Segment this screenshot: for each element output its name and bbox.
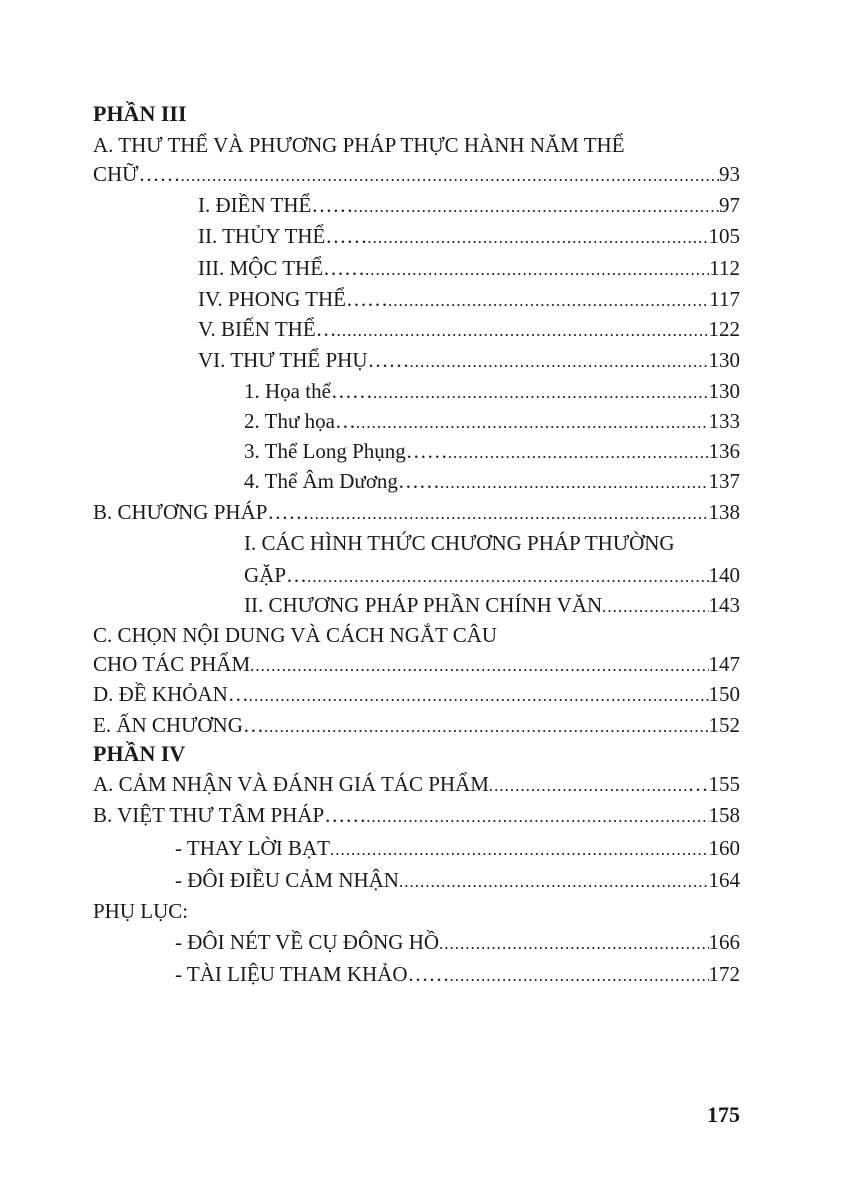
toc-entry-doi-dieu (175, 866, 740, 896)
toc-entry-loi-bat (175, 834, 740, 864)
page-number: 175 (707, 1102, 740, 1127)
toc-entry-am-duong (244, 467, 740, 497)
part3-heading: PHẦN III (93, 101, 187, 126)
toc-entry-noi-dung (93, 650, 740, 680)
toc-entry-thu-hoa (244, 407, 740, 437)
toc-entry-page: 112 (709, 256, 740, 280)
dot-leader (439, 930, 708, 958)
toc-entry-bien-the (198, 315, 740, 345)
toc-entry-title: D. ĐỀ KHỎAN… (93, 682, 249, 706)
part3-a-line1: A. THƯ THỂ VÀ PHƯƠNG PHÁP THỰC HÀNH NĂM THỂ (93, 133, 625, 157)
toc-entry-page: 136 (708, 439, 740, 463)
toc-entry-long-phung (244, 437, 740, 467)
toc-entry-dong-ho (175, 928, 740, 958)
dot-leader (399, 868, 709, 896)
toc-entry-page: 130 (708, 348, 740, 372)
toc-entry-tai-lieu (175, 960, 740, 990)
toc-entry-title: E. ẤN CHƯƠNG… (93, 713, 264, 737)
toc-entry-page: 140 (708, 563, 740, 587)
dot-leader (367, 224, 708, 252)
toc-entry-page: 130 (708, 379, 740, 403)
toc-entry-de-khoan (93, 680, 740, 710)
toc-entry-title: 2. Thư họa… (244, 409, 356, 433)
b-item1-line1: I. CÁC HÌNH THỨC CHƯƠNG PHÁP THƯỜNG (244, 531, 675, 555)
toc-entry-title: - ĐÔI ĐIỀU CẢM NHẬN (175, 868, 399, 892)
toc-entry-title: IV. PHONG THỂ…… (198, 287, 388, 311)
dot-leader (365, 256, 709, 284)
dot-leader (448, 439, 709, 467)
dot-leader (602, 593, 708, 621)
dot-leader (366, 803, 708, 831)
toc-entry-page: 117 (709, 287, 740, 311)
dot-leader (309, 500, 708, 528)
toc-entry-chinh-van (244, 591, 740, 621)
dot-leader (373, 379, 709, 407)
toc-entry-title: CHO TÁC PHẨM (93, 652, 251, 676)
dot-leader (489, 772, 688, 800)
dot-leader (388, 287, 709, 315)
dot-leader (330, 836, 709, 864)
part4-heading: PHẦN IV (93, 741, 186, 766)
toc-entry-page: 133 (708, 409, 740, 433)
toc-entry-page: 166 (708, 930, 740, 954)
toc-entry-title: II. THỦY THỂ…… (198, 224, 368, 248)
toc-entry-cam-nhan (93, 770, 740, 800)
toc-entry-thu-the-phu (198, 346, 740, 376)
toc-entry-dien-the (198, 191, 740, 221)
dot-leader (180, 162, 719, 190)
toc-entry-page: 138 (708, 500, 740, 524)
dot-leader (450, 962, 709, 990)
toc-entry-hinh-thuc (244, 561, 740, 591)
dot-leader (356, 409, 709, 437)
toc-entry-page: 97 (719, 193, 740, 217)
dot-leader (307, 563, 708, 591)
toc-entry-title: A. CẢM NHẬN VÀ ĐÁNH GIÁ TÁC PHẨM (93, 772, 489, 796)
toc-entry-page: 152 (708, 713, 740, 737)
toc-entry-title: B. VIỆT THƯ TÂM PHÁP…… (93, 803, 367, 827)
toc-entry-page: …155 (687, 772, 740, 796)
toc-entry-title: B. CHƯƠNG PHÁP…… (93, 500, 310, 524)
toc-entry-page: 164 (708, 868, 740, 892)
c-line1: C. CHỌN NỘI DUNG VÀ CÁCH NGẮT CÂU (93, 623, 498, 647)
toc-entry-title: GẶP… (244, 563, 308, 587)
toc-entry-an-chuong (93, 711, 740, 741)
toc-entry-hoa-the (244, 377, 740, 407)
toc-entry-chuong-phap (93, 498, 740, 528)
dot-leader (249, 682, 709, 710)
toc-entry-page: 150 (708, 682, 740, 706)
dot-leader (264, 713, 709, 741)
toc-entry-viet-thu (93, 801, 740, 831)
toc-entry-page: 105 (708, 224, 740, 248)
dot-leader (353, 193, 719, 221)
dot-leader (337, 317, 709, 345)
toc-entry-title: VI. THƯ THỂ PHỤ…… (198, 348, 410, 372)
toc-entry-page: 160 (708, 836, 740, 860)
toc-entry-page: 122 (708, 317, 740, 341)
toc-entry-title: - ĐÔI NÉT VỀ CỤ ĐÔNG HỒ (175, 930, 440, 954)
toc-entry-thuy-the (198, 222, 740, 252)
toc-entry-title: V. BIẾN THỂ… (198, 317, 337, 341)
toc-entry-title: 3. Thể Long Phụng…… (244, 439, 448, 463)
toc-entry-page: 158 (708, 803, 740, 827)
toc-entry-page: 143 (708, 593, 740, 617)
toc-entry-title: 1. Họa thể…… (244, 379, 373, 403)
toc-entry-page: 93 (719, 162, 740, 186)
toc-entry-page: 172 (708, 962, 740, 986)
toc-entry-part3-a (93, 160, 740, 190)
toc-entry-phong-the (198, 285, 740, 315)
toc-entry-title: 4. Thể Âm Dương…… (244, 469, 440, 493)
dot-leader (410, 348, 709, 376)
toc-entry-page: 137 (708, 469, 740, 493)
toc-entry-title: - THAY LỜI BẠT (175, 836, 330, 860)
toc-entry-title: II. CHƯƠNG PHÁP PHẦN CHÍNH VĂN (244, 593, 603, 617)
toc-entry-moc-the (198, 254, 740, 284)
toc-entry-title: CHỮ…… (93, 162, 181, 186)
dot-leader (250, 652, 708, 680)
toc-entry-title: - TÀI LIỆU THAM KHẢO…… (175, 962, 450, 986)
appendix-heading: PHỤ LỤC: (93, 899, 189, 923)
toc-entry-title: I. ĐIỀN THỂ…… (198, 193, 354, 217)
toc-entry-title: III. MỘC THỂ…… (198, 256, 366, 280)
dot-leader (440, 469, 709, 497)
toc-entry-page: 147 (708, 652, 740, 676)
